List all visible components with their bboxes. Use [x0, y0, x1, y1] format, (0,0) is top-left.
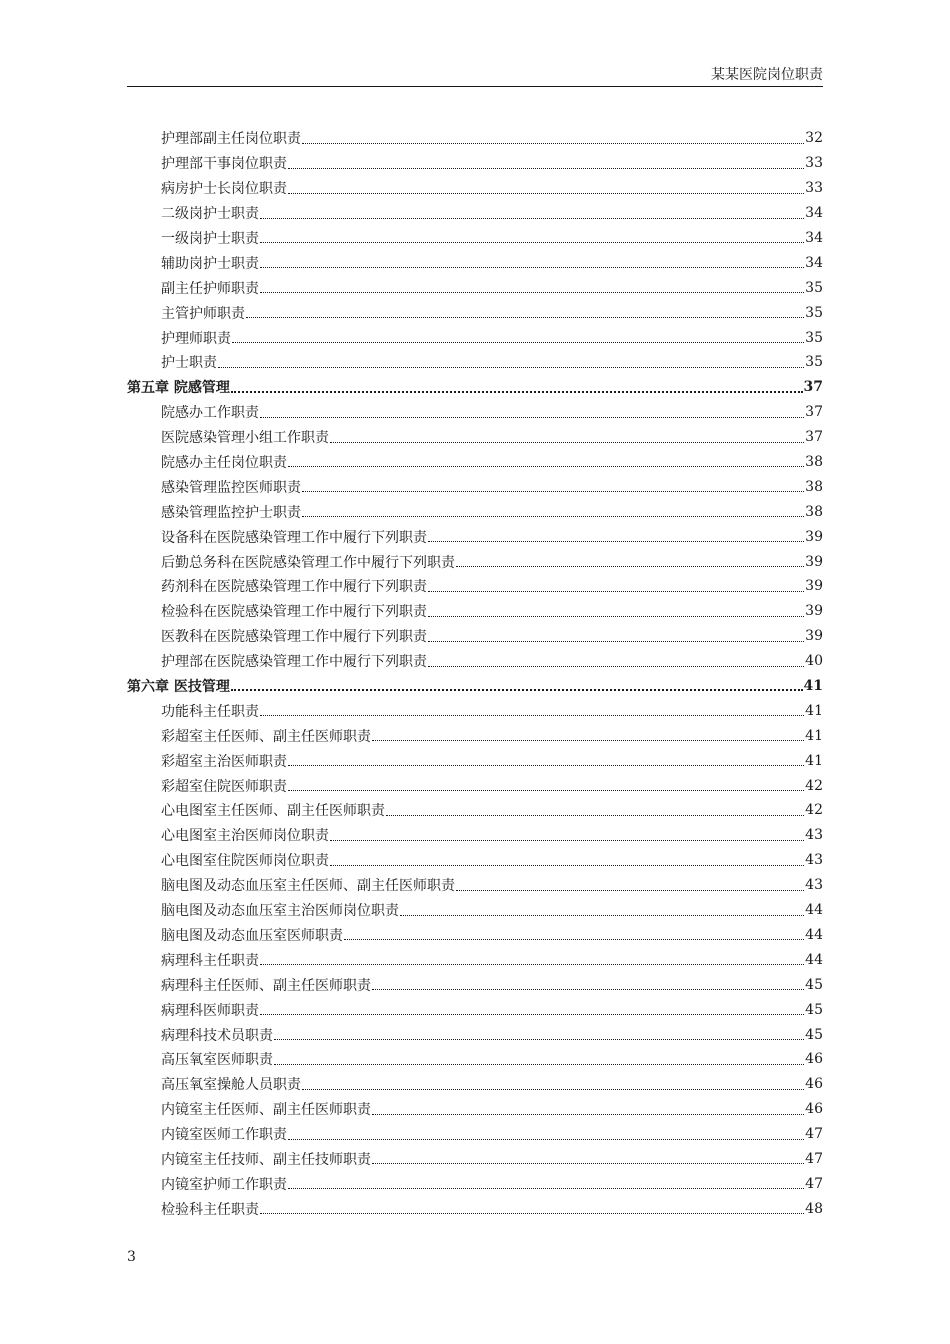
toc-entry-page: 35: [805, 279, 823, 296]
toc-entry-title: 院感办主任岗位职责: [161, 455, 287, 472]
toc-entry-page: 37: [805, 429, 823, 446]
toc-entry-title: 医院感染管理小组工作职责: [161, 430, 329, 447]
toc-entry-title: 主管护师职责: [161, 305, 245, 322]
toc-entry-page: 41: [803, 678, 823, 695]
toc-entry[interactable]: [127, 425, 823, 450]
toc-chapter-entry[interactable]: [127, 375, 823, 400]
dot-leader: [260, 1013, 804, 1015]
toc-entry-page: 37: [805, 404, 823, 421]
dot-leader: [428, 640, 804, 642]
toc-entry-title: 病房护士长岗位职责: [161, 181, 287, 198]
toc-entry[interactable]: [127, 450, 823, 475]
toc-entry-title: 第六章 医技管理: [127, 679, 230, 696]
toc-entry[interactable]: [127, 1097, 823, 1122]
toc-entry-page: 39: [805, 603, 823, 620]
toc-entry-title: 护理部在医院感染管理工作中履行下列职责: [161, 654, 427, 671]
toc-entry[interactable]: [127, 126, 823, 151]
toc-entry-title: 彩超室住院医师职责: [161, 778, 287, 795]
toc-entry[interactable]: [127, 275, 823, 300]
dot-leader: [260, 714, 804, 716]
toc-entry[interactable]: [127, 325, 823, 350]
toc-entry-title: 副主任护师职责: [161, 280, 259, 297]
toc-entry-page: 40: [805, 653, 823, 670]
dot-leader: [288, 1138, 804, 1140]
toc-entry-title: 二级岗护士职责: [161, 206, 259, 223]
toc-entry-page: 46: [805, 1101, 823, 1118]
toc-entry-page: 35: [805, 354, 823, 371]
toc-entry-page: 33: [805, 155, 823, 172]
toc-entry[interactable]: [127, 698, 823, 723]
toc-entry[interactable]: [127, 474, 823, 499]
toc-entry-title: 病理科技术员职责: [161, 1027, 273, 1044]
toc-entry-title: 脑电图及动态血压室主任医师、副主任医师职责: [161, 878, 455, 895]
table-of-contents: [127, 126, 823, 1221]
toc-entry-page: 42: [805, 777, 823, 794]
toc-entry[interactable]: [127, 549, 823, 574]
toc-entry-title: 脑电图及动态血压室医师职责: [161, 927, 343, 944]
dot-leader: [302, 490, 804, 492]
toc-entry-title: 高压氧室操舱人员职责: [161, 1077, 301, 1094]
dot-leader: [231, 689, 803, 691]
toc-entry-title: 内镜室医师工作职责: [161, 1127, 287, 1144]
dot-leader: [428, 665, 804, 667]
toc-entry-title: 心电图室住院医师岗位职责: [161, 853, 329, 870]
toc-entry-page: 43: [805, 852, 823, 869]
toc-entry-page: 38: [805, 478, 823, 495]
toc-entry[interactable]: [127, 848, 823, 873]
toc-entry-title: 院感办工作职责: [161, 405, 259, 422]
toc-entry-title: 感染管理监控医师职责: [161, 479, 301, 496]
dot-leader: [428, 615, 804, 617]
toc-entry-page: 46: [805, 1076, 823, 1093]
toc-entry-title: 检验科主任职责: [161, 1201, 259, 1218]
toc-entry[interactable]: [127, 151, 823, 176]
toc-entry[interactable]: [127, 873, 823, 898]
dot-leader: [372, 739, 804, 741]
toc-entry-page: 41: [805, 752, 823, 769]
toc-entry[interactable]: [127, 300, 823, 325]
toc-entry-title: 内镜室主任医师、副主任医师职责: [161, 1102, 371, 1119]
toc-entry[interactable]: [127, 176, 823, 201]
dot-leader: [330, 864, 804, 866]
toc-entry[interactable]: [127, 201, 823, 226]
toc-entry-title: 辅助岗护士职责: [161, 255, 259, 272]
toc-entry-title: 一级岗护士职责: [161, 231, 259, 247]
toc-entry-page: 37: [803, 379, 823, 396]
toc-entry[interactable]: [127, 1171, 823, 1196]
toc-entry-title: 第五章 院感管理: [127, 380, 230, 397]
dot-leader: [260, 1212, 804, 1214]
dot-leader: [231, 391, 803, 393]
toc-entry[interactable]: [127, 1047, 823, 1072]
dot-leader: [260, 217, 804, 219]
toc-entry-title: 彩超室主任医师、副主任医师职责: [161, 728, 371, 745]
dot-leader: [246, 316, 804, 318]
toc-entry-page: 33: [805, 180, 823, 197]
toc-entry-page: 43: [805, 827, 823, 844]
toc-entry[interactable]: [127, 524, 823, 549]
toc-entry[interactable]: [127, 574, 823, 599]
toc-entry-title: 检验科在医院感染管理工作中履行下列职责: [161, 604, 427, 621]
dot-leader: [428, 540, 804, 542]
dot-leader: [372, 988, 804, 990]
toc-entry-title: 护理部副主任岗位职责: [161, 131, 301, 148]
dot-leader: [456, 565, 804, 567]
toc-entry-page: 47: [805, 1126, 823, 1143]
dot-leader: [288, 1187, 804, 1189]
toc-entry-page: 39: [805, 628, 823, 645]
page-number: 3: [127, 1249, 136, 1265]
toc-entry-title: 设备科在医院感染管理工作中履行下列职责: [161, 529, 427, 546]
dot-leader: [330, 839, 804, 841]
toc-entry-page: 34: [805, 254, 823, 271]
dot-leader: [344, 938, 804, 940]
toc-entry-title: 后勤总务科在医院感染管理工作中履行下列职责: [161, 554, 455, 571]
toc-entry-title: 病理科主任职责: [161, 952, 259, 969]
toc-entry-page: 39: [805, 528, 823, 545]
dot-leader: [260, 266, 804, 268]
toc-entry[interactable]: [127, 947, 823, 972]
toc-entry[interactable]: [127, 649, 823, 674]
toc-entry[interactable]: [127, 1022, 823, 1047]
toc-entry-page: 34: [805, 205, 823, 222]
dot-leader: [288, 167, 804, 169]
toc-entry[interactable]: [127, 972, 823, 997]
dot-leader: [260, 963, 804, 965]
toc-entry-page: 47: [805, 1150, 823, 1167]
toc-entry[interactable]: [127, 400, 823, 425]
toc-entry[interactable]: [127, 250, 823, 275]
dot-leader: [260, 291, 804, 293]
header-divider: [127, 86, 823, 87]
toc-chapter-entry[interactable]: [127, 674, 823, 699]
toc-entry-title: 高压氧室医师职责: [161, 1052, 273, 1069]
toc-entry-title: 护理师职责: [161, 330, 231, 347]
toc-entry[interactable]: [127, 898, 823, 923]
toc-entry-page: 39: [805, 578, 823, 595]
dot-leader: [274, 1063, 804, 1065]
toc-entry-page: 44: [805, 926, 823, 943]
toc-entry[interactable]: [127, 773, 823, 798]
toc-entry[interactable]: [127, 997, 823, 1022]
toc-entry-page: 47: [805, 1175, 823, 1192]
toc-entry[interactable]: [127, 599, 823, 624]
toc-entry-page: 45: [805, 1026, 823, 1043]
toc-entry[interactable]: [127, 823, 823, 848]
toc-entry-title: 药剂科在医院感染管理工作中履行下列职责: [161, 579, 427, 596]
dot-leader: [288, 789, 804, 791]
toc-entry[interactable]: [127, 1196, 823, 1221]
dot-leader: [400, 914, 804, 916]
toc-entry-page: 32: [805, 130, 823, 147]
toc-entry-page: 34: [805, 230, 823, 246]
toc-entry-page: 45: [805, 1001, 823, 1018]
toc-entry-page: 35: [805, 304, 823, 321]
dot-leader: [288, 192, 804, 194]
dot-leader: [302, 142, 804, 144]
dot-leader: [456, 889, 804, 891]
toc-entry-page: 41: [805, 702, 823, 719]
toc-entry-page: 41: [805, 727, 823, 744]
toc-entry-title: 脑电图及动态血压室主治医师岗位职责: [161, 903, 399, 920]
dot-leader: [288, 465, 804, 467]
dot-leader: [330, 441, 804, 443]
toc-entry[interactable]: [127, 923, 823, 948]
toc-entry-title: 彩超室主治医师职责: [161, 753, 287, 770]
toc-entry-title: 内镜室护师工作职责: [161, 1176, 287, 1193]
toc-entry-title: 内镜室主任技师、副主任技师职责: [161, 1151, 371, 1168]
toc-entry-page: 35: [805, 329, 823, 346]
dot-leader: [386, 814, 804, 816]
toc-entry-title: 医教科在医院感染管理工作中履行下列职责: [161, 629, 427, 646]
toc-entry-title: 心电图室主任医师、副主任医师职责: [161, 803, 385, 820]
dot-leader: [372, 1162, 804, 1164]
toc-entry-page: 48: [805, 1200, 823, 1217]
toc-entry-page: 42: [805, 802, 823, 819]
toc-entry-title: 病理科医师职责: [161, 1002, 259, 1019]
dot-leader: [428, 590, 804, 592]
toc-entry-page: 39: [805, 553, 823, 570]
toc-entry[interactable]: [127, 748, 823, 773]
dot-leader: [260, 416, 804, 418]
toc-entry[interactable]: [127, 723, 823, 748]
toc-entry-page: 46: [805, 1051, 823, 1068]
toc-entry[interactable]: [127, 350, 823, 375]
toc-entry[interactable]: [127, 226, 823, 251]
toc-entry-page: 44: [805, 951, 823, 968]
toc-entry-page: 45: [805, 976, 823, 993]
running-header-title: 某某医院岗位职责: [711, 67, 823, 83]
toc-entry-page: 38: [805, 454, 823, 471]
dot-leader: [260, 241, 804, 243]
toc-entry[interactable]: [127, 1147, 823, 1172]
toc-entry-title: 护理部干事岗位职责: [161, 156, 287, 173]
dot-leader: [302, 1088, 804, 1090]
dot-leader: [274, 1038, 804, 1040]
toc-entry[interactable]: [127, 798, 823, 823]
toc-entry-title: 功能科主任职责: [161, 703, 259, 720]
toc-entry-page: 44: [805, 902, 823, 919]
toc-entry-title: 病理科主任医师、副主任医师职责: [161, 977, 371, 994]
dot-leader: [218, 366, 804, 368]
dot-leader: [232, 341, 804, 343]
toc-entry[interactable]: [127, 1072, 823, 1097]
toc-entry-title: 心电图室主治医师岗位职责: [161, 828, 329, 845]
toc-entry[interactable]: [127, 1122, 823, 1147]
dot-leader: [302, 515, 804, 517]
toc-entry[interactable]: [127, 499, 823, 524]
toc-entry-title: 感染管理监控护士职责: [161, 504, 301, 521]
dot-leader: [288, 764, 804, 766]
toc-entry-page: 38: [805, 503, 823, 520]
toc-entry-page: 43: [805, 877, 823, 894]
dot-leader: [372, 1113, 804, 1115]
toc-entry-title: 护士职责: [161, 355, 217, 372]
toc-entry[interactable]: [127, 624, 823, 649]
